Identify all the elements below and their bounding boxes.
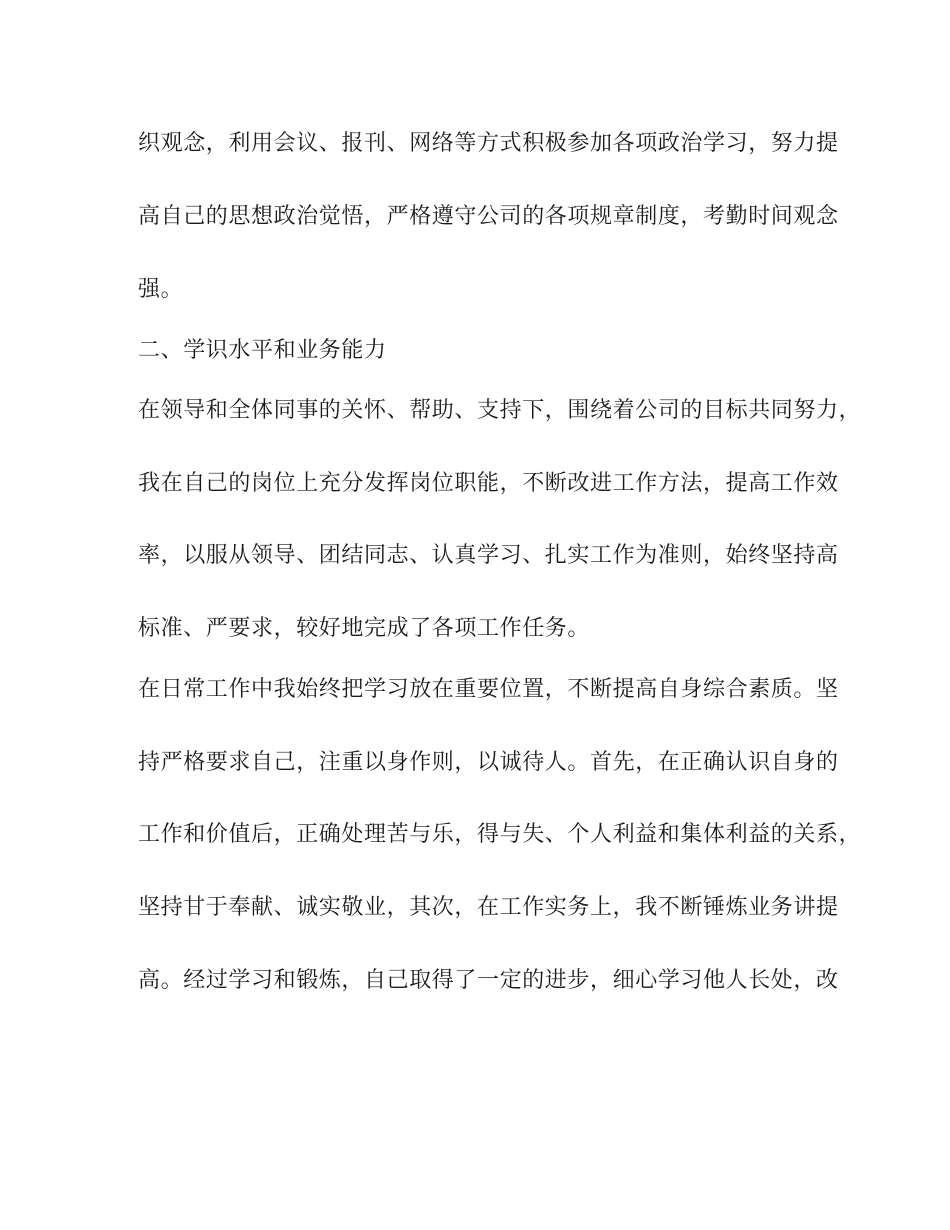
paragraph-line: 标准、严要求，较好地完成了各项工作任务。 [138,616,591,641]
section-heading: 二、学识水平和业务能力 [138,338,387,363]
paragraph-line: 在领导和全体同事的关怀、帮助、支持下，围绕着公司的目标共同努力， [138,398,862,423]
paragraph-line: 在日常工作中我始终把学习放在重要位置，不断提高自身综合素质。坚 [138,677,839,702]
paragraph-line: 高。经过学习和锻炼，自己取得了一定的进步，细心学习他人长处，改 [138,968,839,993]
paragraph-line: 持严格要求自己，注重以身作则，以诚待人。首先，在正确认识自身的 [138,750,839,775]
paragraph-line: 织观念，利用会议、报刊、网络等方式积极参加各项政治学习，努力提 [138,131,839,156]
paragraph-line: 我在自己的岗位上充分发挥岗位职能，不断改进工作方法，提高工作效 [138,471,839,496]
paragraph-line: 工作和价值后，正确处理苦与乐，得与失、个人利益和集体利益的关系， [138,822,862,847]
paragraph-line: 强。 [138,277,184,302]
paragraph-line: 坚持甘于奉献、诚实敬业，其次，在工作实务上，我不断锤炼业务讲提 [138,895,839,920]
paragraph-line: 率，以服从领导、团结同志、认真学习、扎实工作为准则，始终坚持高 [138,543,839,568]
paragraph-line: 高自己的思想政治觉悟，严格遵守公司的各项规章制度，考勤时间观念 [138,204,839,229]
